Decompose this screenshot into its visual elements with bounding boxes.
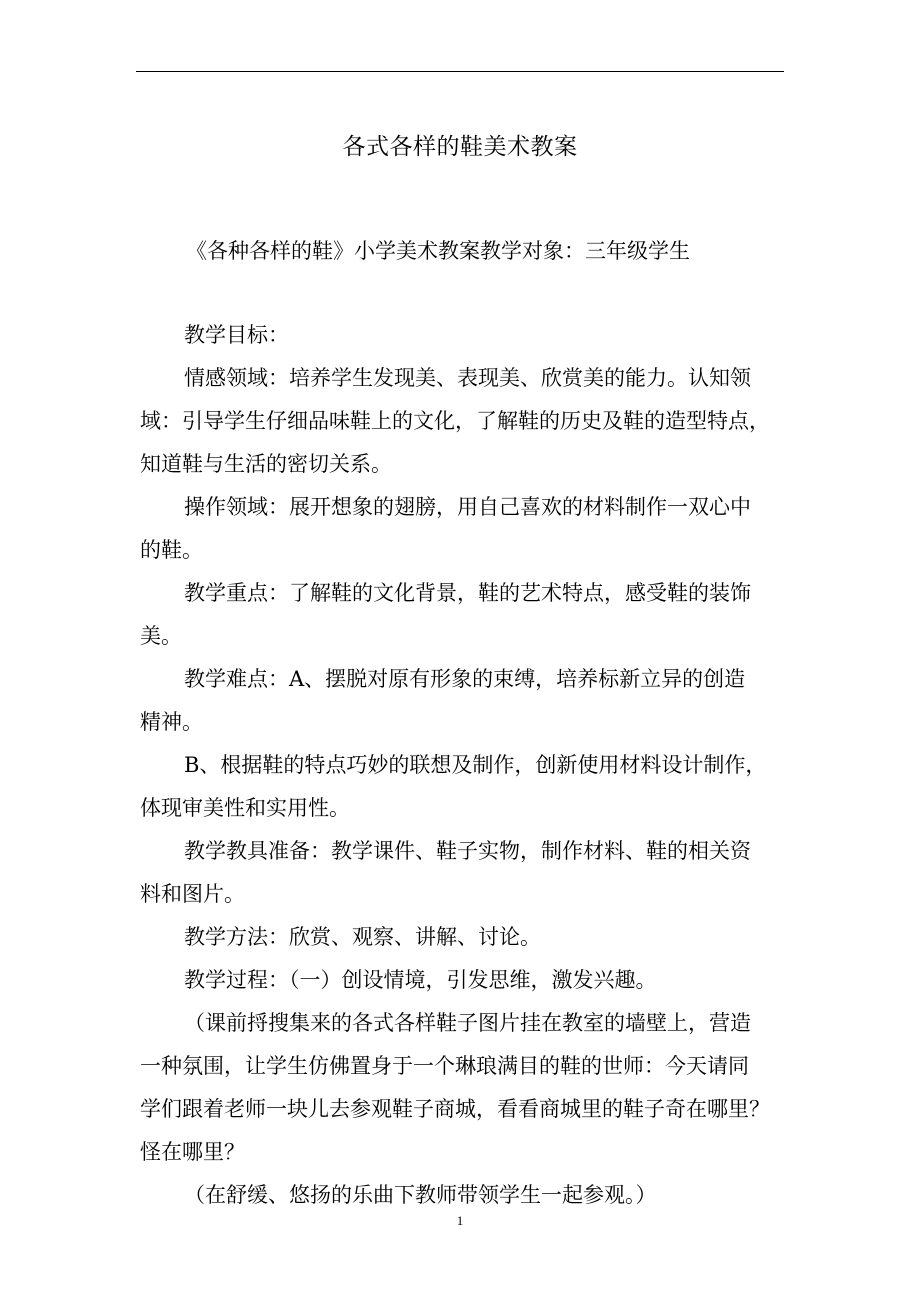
paragraph-line: 域：引导学生仔细品味鞋上的文化，了解鞋的历史及鞋的造型特点，: [140, 409, 770, 433]
paragraph-line: 操作领域：展开想象的翅膀，用自己喜欢的材料制作一双心中: [184, 495, 751, 519]
paragraph-line: 教学过程：（一）创设情境，引发思维，激发兴趣。: [184, 968, 657, 992]
paragraph-line: 怪在哪里？: [140, 1140, 245, 1164]
document-title: 各式各样的鞋美术教案: [342, 134, 578, 160]
paragraph-line: 学们跟着老师一块儿去参观鞋子商城，看看商城里的鞋子奇在哪里？: [140, 1097, 770, 1121]
paragraph-line: （课前捋搜集来的各式各样鞋子图片挂在教室的墙壁上，营造: [184, 1011, 751, 1035]
page-number: 1: [456, 1213, 464, 1228]
paragraph-line: 教学目标：: [184, 323, 289, 347]
document-body: [140, 314, 804, 1217]
header-rule: [136, 71, 784, 72]
paragraph-process-description: [140, 1002, 804, 1174]
paragraph-line: 教学方法：欣赏、观察、讲解、讨论。: [184, 925, 541, 949]
paragraph-line: 的鞋。: [140, 538, 203, 562]
paragraph-teaching-methods: [140, 916, 804, 959]
paragraph-line: 一种氛围，让学生仿佛置身于一个琳琅满目的鞋的世师：今天请同: [140, 1054, 749, 1078]
paragraph-line: （在舒缓、悠扬的乐曲下教师带领学生一起参观。）: [184, 1183, 657, 1207]
paragraph-music-visit: [140, 1174, 804, 1217]
paragraph-line: 体现审美性和实用性。: [140, 796, 350, 820]
paragraph-operation-domain: [140, 486, 804, 572]
paragraph-difficulties-a: [140, 658, 804, 744]
paragraph-emotion-domain: [140, 357, 804, 486]
paragraph-line: 精神。: [140, 710, 203, 734]
paragraph-teaching-process: [140, 959, 804, 1002]
paragraph-line: B、根据鞋的特点巧妙的联想及制作，创新使用材料设计制作，: [184, 753, 767, 777]
paragraph-line: 知道鞋与生活的密切关系。: [140, 452, 392, 476]
paragraph-line: 教学教具准备：教学课件、鞋子实物，制作材料、鞋的相关资: [184, 839, 751, 863]
document-subtitle: 《各种各样的鞋》小学美术教案教学对象：三年级学生: [186, 239, 690, 263]
paragraph-difficulties-b: [140, 744, 804, 830]
paragraph-teaching-aids: [140, 830, 804, 916]
paragraph-line: 情感领域：培养学生发现美、表现美、欣赏美的能力。认知领: [184, 366, 751, 390]
paragraph-line: 料和图片。: [140, 882, 245, 906]
paragraph-line: 教学难点：A、摆脱对原有形象的束缚，培养标新立异的创造: [184, 667, 746, 691]
paragraph-line: 教学重点：了解鞋的文化背景，鞋的艺术特点，感受鞋的装饰: [184, 581, 751, 605]
paragraph-key-points: [140, 572, 804, 658]
paragraph-teaching-goals: [140, 314, 804, 357]
paragraph-line: 美。: [140, 624, 182, 648]
